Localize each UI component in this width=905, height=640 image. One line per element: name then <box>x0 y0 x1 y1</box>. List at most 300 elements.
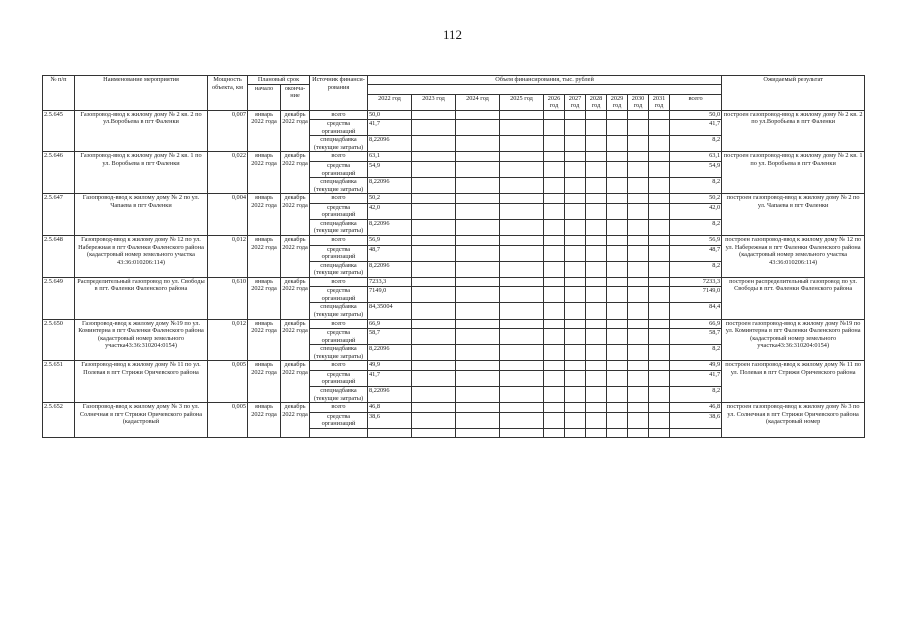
value-empty <box>565 245 586 261</box>
value-total: 8,2 <box>670 261 722 277</box>
value-empty <box>628 387 649 403</box>
value-empty <box>456 110 500 120</box>
value-empty <box>586 194 607 204</box>
item-result: построен газопровод-ввод к жилому дому №19 по ул. Коминтерна в пгт Фаленки Фаленского района (кадастровый номер земельного участка43:36:310204:0154) <box>722 319 865 361</box>
value-2022: 63,1 <box>368 152 412 162</box>
value-empty <box>649 277 670 287</box>
value-empty <box>412 219 456 235</box>
value-empty <box>544 162 565 178</box>
value-total: 49,9 <box>670 361 722 371</box>
value-empty <box>544 235 565 245</box>
value-empty <box>607 345 628 361</box>
value-2022: 8,22096 <box>368 345 412 361</box>
value-empty <box>649 428 670 438</box>
value-empty <box>607 387 628 403</box>
value-empty <box>456 277 500 287</box>
value-empty <box>500 277 544 287</box>
value-2022: 56,9 <box>368 235 412 245</box>
value-empty <box>456 203 500 219</box>
value-empty <box>607 219 628 235</box>
value-empty <box>628 261 649 277</box>
item-start: январь 2022 года <box>248 235 281 277</box>
source-label: средства организаций <box>310 370 368 386</box>
header-year: 2027 год <box>565 94 586 110</box>
header-year: 2030 год <box>628 94 649 110</box>
item-end: декабрь 2022 года <box>281 403 310 438</box>
value-empty <box>649 136 670 152</box>
item-result: построен газопровод-ввод к жилому дому № 12 по ул. Набережная в пгт Фаленки Фаленского района (кадастровый номер земельного участка 43:36:010206:114) <box>722 235 865 277</box>
value-empty <box>586 303 607 319</box>
value-empty <box>456 387 500 403</box>
value-empty <box>456 361 500 371</box>
value-empty <box>607 203 628 219</box>
value-empty <box>500 345 544 361</box>
value-empty <box>586 120 607 136</box>
value-total: 8,2 <box>670 178 722 194</box>
value-2022: 41,7 <box>368 120 412 136</box>
item-number: 2.5.646 <box>43 152 75 194</box>
value-empty <box>649 245 670 261</box>
value-empty <box>565 203 586 219</box>
value-empty <box>456 370 500 386</box>
value-empty <box>412 194 456 204</box>
value-empty <box>607 178 628 194</box>
value-empty <box>412 287 456 303</box>
value-empty <box>565 110 586 120</box>
value-empty <box>607 428 628 438</box>
value-empty <box>456 152 500 162</box>
value-empty <box>628 136 649 152</box>
value-empty <box>649 162 670 178</box>
value-empty <box>565 345 586 361</box>
value-empty <box>500 403 544 413</box>
value-empty <box>565 235 586 245</box>
value-empty <box>500 319 544 329</box>
value-empty <box>649 110 670 120</box>
value-empty <box>607 329 628 345</box>
value-empty <box>649 203 670 219</box>
value-empty <box>544 152 565 162</box>
value-empty <box>544 412 565 428</box>
value-empty <box>500 329 544 345</box>
header-year: 2025 год <box>500 94 544 110</box>
value-empty <box>649 345 670 361</box>
value-2022: 8,22096 <box>368 387 412 403</box>
header-source: Источник финанси-рования <box>310 76 368 111</box>
item-start: январь 2022 года <box>248 361 281 403</box>
value-total: 58,7 <box>670 329 722 345</box>
item-result: построен газопровод-ввод к жилому дому № 2 кв. 2 по ул.Воробьева в пгт Фаленки <box>722 110 865 152</box>
value-empty <box>607 194 628 204</box>
item-result: построен газопровод-ввод к жилому дому № 11 по ул. Полевая в пгт Стрижи Оричевского района <box>722 361 865 403</box>
value-empty <box>500 194 544 204</box>
value-empty <box>607 245 628 261</box>
value-empty <box>565 162 586 178</box>
value-empty <box>544 136 565 152</box>
value-empty <box>412 345 456 361</box>
value-empty <box>649 403 670 413</box>
value-empty <box>412 178 456 194</box>
value-total: 7149,0 <box>670 287 722 303</box>
value-empty <box>412 261 456 277</box>
value-empty <box>412 162 456 178</box>
source-label: всего <box>310 277 368 287</box>
value-empty <box>628 345 649 361</box>
value-empty <box>500 110 544 120</box>
value-empty <box>628 319 649 329</box>
value-empty <box>628 120 649 136</box>
value-empty <box>544 277 565 287</box>
value-2022: 42,0 <box>368 203 412 219</box>
value-empty <box>628 235 649 245</box>
value-empty <box>500 162 544 178</box>
value-empty <box>586 428 607 438</box>
value-empty <box>607 361 628 371</box>
value-empty <box>628 329 649 345</box>
value-empty <box>412 245 456 261</box>
source-label: спецнадбавка (текущие затраты) <box>310 387 368 403</box>
item-result: построен газопровод-ввод к жилому дому № 2 кв. 1 по ул. Воробьева в пгт Фаленки <box>722 152 865 194</box>
value-2022: 7233,3 <box>368 277 412 287</box>
value-empty <box>649 219 670 235</box>
value-total: 8,2 <box>670 345 722 361</box>
value-empty <box>500 219 544 235</box>
item-end: декабрь 2022 года <box>281 110 310 152</box>
value-total: 41,7 <box>670 370 722 386</box>
value-empty <box>565 361 586 371</box>
item-result: построен газопровод-ввод к жилому дому № 2 по ул. Чапаева в пгт Фаленки <box>722 194 865 236</box>
table-row <box>43 152 865 162</box>
value-2022: 48,7 <box>368 245 412 261</box>
value-empty <box>649 412 670 428</box>
source-label: всего <box>310 194 368 204</box>
value-empty <box>456 245 500 261</box>
value-empty <box>628 110 649 120</box>
value-empty <box>607 136 628 152</box>
source-label: средства организаций <box>310 287 368 303</box>
item-number: 2.5.649 <box>43 277 75 319</box>
value-empty <box>586 287 607 303</box>
value-2022: 66,9 <box>368 319 412 329</box>
header-name: Наименование мероприятия <box>75 76 208 111</box>
value-empty <box>544 370 565 386</box>
source-label: всего <box>310 110 368 120</box>
item-number: 2.5.648 <box>43 235 75 277</box>
value-total: 42,0 <box>670 203 722 219</box>
value-total: 50,0 <box>670 110 722 120</box>
value-empty <box>456 162 500 178</box>
value-2022: 8,22096 <box>368 261 412 277</box>
value-empty <box>544 194 565 204</box>
value-empty <box>412 152 456 162</box>
value-2022: 58,7 <box>368 329 412 345</box>
value-empty <box>565 303 586 319</box>
item-number: 2.5.651 <box>43 361 75 403</box>
item-name: Газопровод-ввод к жилому дому № 2 кв. 1 по ул. Воробьева в пгт Фаленки <box>75 152 208 194</box>
source-label: спецнадбавка (текущие затраты) <box>310 178 368 194</box>
value-total: 8,2 <box>670 387 722 403</box>
table-row <box>43 277 865 287</box>
page-number: 112 <box>442 27 463 42</box>
value-total: 41,7 <box>670 120 722 136</box>
value-empty <box>544 428 565 438</box>
value-empty <box>544 219 565 235</box>
table-row <box>43 110 865 120</box>
item-end: декабрь 2022 года <box>281 361 310 403</box>
value-empty <box>649 194 670 204</box>
value-empty <box>544 178 565 194</box>
value-empty <box>544 261 565 277</box>
item-end: декабрь 2022 года <box>281 194 310 236</box>
value-2022: 54,9 <box>368 162 412 178</box>
header-year: 2024 год <box>456 94 500 110</box>
value-empty <box>628 194 649 204</box>
value-empty <box>586 361 607 371</box>
financing-table <box>42 75 865 438</box>
item-capacity: 0,012 <box>208 235 248 277</box>
source-label: спецнадбавка (текущие затраты) <box>310 303 368 319</box>
value-2022: 84,35004 <box>368 303 412 319</box>
value-total: 66,9 <box>670 319 722 329</box>
item-name: Газопровод-ввод к жилому дому № 11 по ул. Полевая в пгт Стрижи Оричевского района <box>75 361 208 403</box>
value-empty <box>500 361 544 371</box>
value-empty <box>500 136 544 152</box>
source-label: средства организаций <box>310 162 368 178</box>
source-label: средства организаций <box>310 245 368 261</box>
value-2022: 49,9 <box>368 361 412 371</box>
item-name: Распределительный газопровод по ул. Свободы в пгт. Фаленки Фаленского района <box>75 277 208 319</box>
value-empty <box>456 219 500 235</box>
value-empty <box>565 329 586 345</box>
header-term-start: начало <box>248 84 281 110</box>
value-empty <box>586 136 607 152</box>
value-empty <box>628 361 649 371</box>
item-name: Газопровод-ввод к жилому дому №19 по ул. Коминтерна в пгт Фаленки Фаленского района (кадастровый номер земельного участка43:36:310204:0154) <box>75 319 208 361</box>
value-empty <box>607 403 628 413</box>
header-year: 2023 год <box>412 94 456 110</box>
value-empty <box>565 287 586 303</box>
value-empty <box>500 178 544 194</box>
source-label: всего <box>310 152 368 162</box>
value-empty <box>500 387 544 403</box>
value-empty <box>500 287 544 303</box>
item-result: построен распределительный газопровод по ул. Свободы в пгт. Фаленки Фаленского района <box>722 277 865 319</box>
value-empty <box>565 178 586 194</box>
item-end: декабрь 2022 года <box>281 277 310 319</box>
value-empty <box>544 203 565 219</box>
value-empty <box>586 277 607 287</box>
value-empty <box>456 428 500 438</box>
value-empty <box>586 403 607 413</box>
item-capacity: 0,007 <box>208 110 248 152</box>
source-label: средства организаций <box>310 120 368 136</box>
value-empty <box>628 219 649 235</box>
value-total: 50,2 <box>670 194 722 204</box>
header-year: 2026 год <box>544 94 565 110</box>
value-empty <box>607 235 628 245</box>
value-2022: 8,22096 <box>368 178 412 194</box>
value-empty <box>565 219 586 235</box>
value-empty <box>544 303 565 319</box>
value-2022: 8,22096 <box>368 136 412 152</box>
item-capacity: 0,004 <box>208 194 248 236</box>
value-empty <box>456 194 500 204</box>
value-empty <box>456 412 500 428</box>
value-empty <box>456 261 500 277</box>
source-label: спецнадбавка (текущие затраты) <box>310 261 368 277</box>
value-empty <box>586 387 607 403</box>
value-empty <box>412 120 456 136</box>
value-empty <box>586 152 607 162</box>
source-label: спецнадбавка (текущие затраты) <box>310 136 368 152</box>
value-total: 8,2 <box>670 219 722 235</box>
value-empty <box>649 120 670 136</box>
header-result: Ожидаемый результат <box>722 76 865 111</box>
value-empty <box>544 387 565 403</box>
value-2022: 41,7 <box>368 370 412 386</box>
value-empty <box>412 235 456 245</box>
value-empty <box>412 428 456 438</box>
source-label: всего <box>310 319 368 329</box>
value-empty <box>628 370 649 386</box>
value-empty <box>649 387 670 403</box>
value-empty <box>607 412 628 428</box>
value-empty <box>412 277 456 287</box>
value-total: 84,4 <box>670 303 722 319</box>
item-end: декабрь 2022 года <box>281 152 310 194</box>
value-empty <box>649 319 670 329</box>
item-capacity: 0,610 <box>208 277 248 319</box>
value-empty <box>649 361 670 371</box>
value-empty <box>628 428 649 438</box>
value-total: 54,9 <box>670 162 722 178</box>
value-total: 63,1 <box>670 152 722 162</box>
item-number: 2.5.652 <box>43 403 75 438</box>
header-year: всего <box>670 94 722 110</box>
value-empty <box>607 261 628 277</box>
value-empty <box>628 412 649 428</box>
value-empty <box>565 403 586 413</box>
value-empty <box>586 370 607 386</box>
value-empty <box>544 345 565 361</box>
value-empty <box>607 152 628 162</box>
value-empty <box>412 370 456 386</box>
value-empty <box>586 261 607 277</box>
source-label: спецнадбавка (текущие затраты) <box>310 345 368 361</box>
item-start: январь 2022 года <box>248 403 281 438</box>
value-total: 46,8 <box>670 403 722 413</box>
value-empty <box>544 319 565 329</box>
value-empty <box>649 152 670 162</box>
value-empty <box>607 319 628 329</box>
value-empty <box>565 428 586 438</box>
header-year: 2031 год <box>649 94 670 110</box>
value-empty <box>586 319 607 329</box>
value-empty <box>607 287 628 303</box>
value-empty <box>649 303 670 319</box>
source-label: всего <box>310 235 368 245</box>
value-empty <box>565 387 586 403</box>
value-total: 48,7 <box>670 245 722 261</box>
value-empty <box>412 329 456 345</box>
value-2022 <box>368 428 412 438</box>
value-empty <box>649 235 670 245</box>
value-empty <box>628 303 649 319</box>
value-2022: 8,22096 <box>368 219 412 235</box>
item-capacity: 0,012 <box>208 319 248 361</box>
value-empty <box>628 287 649 303</box>
header-capacity: Мощность объекта, км <box>208 76 248 111</box>
value-empty <box>628 162 649 178</box>
value-total: 7233,3 <box>670 277 722 287</box>
value-empty <box>607 370 628 386</box>
value-empty <box>628 178 649 194</box>
value-empty <box>412 319 456 329</box>
value-2022: 50,2 <box>368 194 412 204</box>
value-empty <box>456 303 500 319</box>
value-empty <box>544 329 565 345</box>
item-start: январь 2022 года <box>248 152 281 194</box>
table-row <box>43 361 865 371</box>
value-empty <box>586 203 607 219</box>
value-empty <box>412 203 456 219</box>
value-empty <box>586 412 607 428</box>
value-empty <box>586 110 607 120</box>
value-empty <box>565 136 586 152</box>
source-label: всего <box>310 403 368 413</box>
value-empty <box>456 120 500 136</box>
source-label: всего <box>310 361 368 371</box>
value-empty <box>586 235 607 245</box>
value-empty <box>649 329 670 345</box>
value-empty <box>456 235 500 245</box>
value-empty <box>628 203 649 219</box>
value-empty <box>456 287 500 303</box>
value-empty <box>607 162 628 178</box>
value-empty <box>500 412 544 428</box>
value-empty <box>456 319 500 329</box>
value-empty <box>544 245 565 261</box>
value-empty <box>586 245 607 261</box>
item-name: Газопровод-ввод к жилому дому № 2 по ул. Чапаева в пгт Фаленки <box>75 194 208 236</box>
item-start: январь 2022 года <box>248 277 281 319</box>
value-empty <box>649 261 670 277</box>
value-empty <box>412 136 456 152</box>
source-label: средства организаций <box>310 412 368 428</box>
value-2022: 7149,0 <box>368 287 412 303</box>
value-empty <box>607 110 628 120</box>
value-empty <box>649 287 670 303</box>
value-empty <box>607 277 628 287</box>
table-row <box>43 235 865 245</box>
value-empty <box>500 203 544 219</box>
source-label <box>310 428 368 438</box>
header-year: 2029 год <box>607 94 628 110</box>
value-empty <box>544 287 565 303</box>
header-term-end: оконча-ние <box>281 84 310 110</box>
header-year: 2022 год <box>368 94 412 110</box>
value-empty <box>412 387 456 403</box>
value-2022: 46,8 <box>368 403 412 413</box>
value-empty <box>500 245 544 261</box>
value-empty <box>412 110 456 120</box>
value-empty <box>456 403 500 413</box>
value-empty <box>586 178 607 194</box>
value-empty <box>586 162 607 178</box>
table-row <box>43 319 865 329</box>
value-empty <box>456 329 500 345</box>
value-empty <box>500 235 544 245</box>
